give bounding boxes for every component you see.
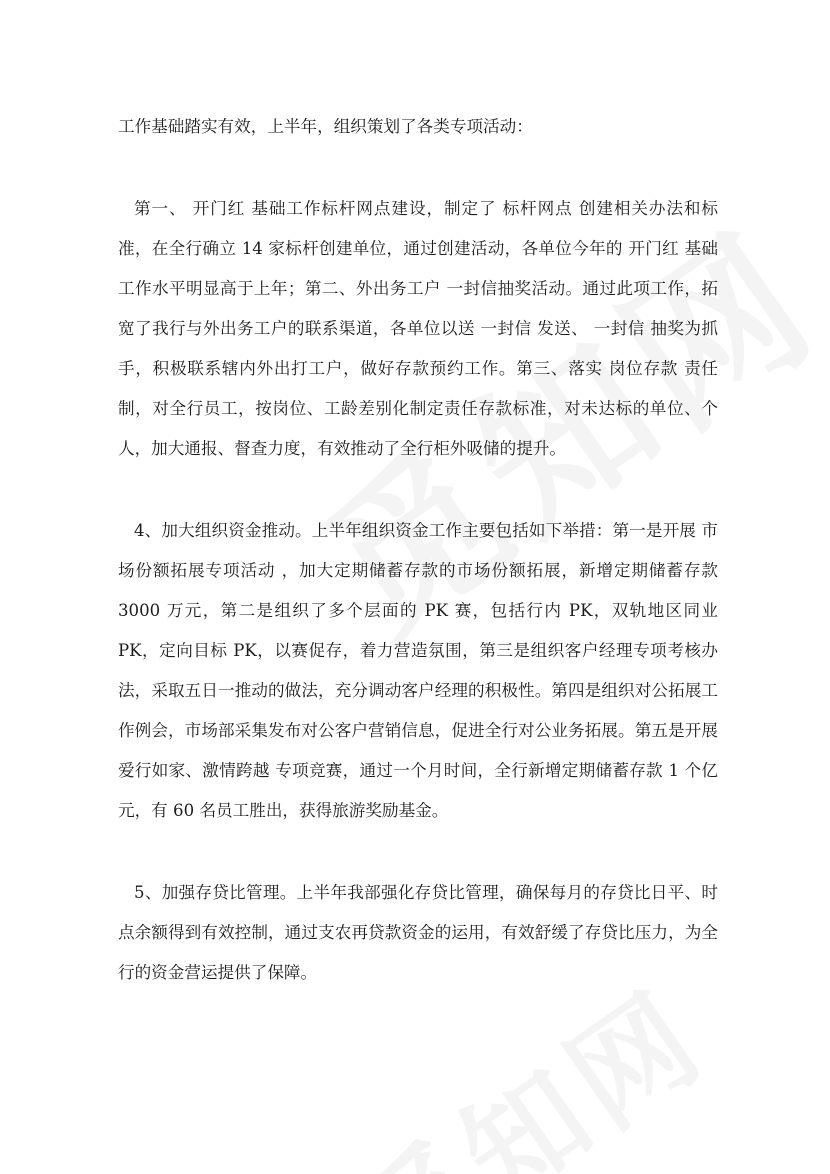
paragraph-funding-promotion: 4、加大组织资金推动。上半年组织资金工作主要包括如下举措：第一是开展 市场份额拓展专项活动 ，加大定期储蓄存款的市场份额拓展，新增定期储蓄存款 3000 万元，第二是组织了多个层面的 PK 赛，包括行内 PK，双轨地区同业 PK，定向目标 PK，以赛促存，着力营造氛围，第三是组织客户经理专项考核办法，采取五日一推动的做法，充分调动客户经理的积极性。第四是组织对公拓展工作例会，市场部采集发布对公客户营销信息，促进全行对公业务拓展。第五是开展 爱行如家、激情跨越 专项竞赛，通过一个月时间，全行新增定期储蓄存款 1 个亿元，有 60 名员工胜出，获得旅游奖励基金。 bbox=[118, 521, 718, 820]
paragraph-special-activities: 第一、 开门红 基础工作标杆网点建设，制定了 标杆网点 创建相关办法和标准，在全行确立 14 家标杆创建单位，通过创建活动，各单位今年的 开门红 基础工作水平明显高于上年；第二、外出务工户 一封信抽奖活动。通过此项工作，拓宽了我行与外出务工户的联系渠道，各单位以送 一封信 发送、 一封信 抽奖为抓手，积极联系辖内外出打工户，做好存款预约工作。第三、落实 岗位存款 责任制，对全行员工，按岗位、工龄差别化制定责任存款标准，对未达标的单位、个人，加大通报、督查力度，有效推动了全行柜外吸储的提升。 bbox=[118, 199, 718, 458]
document-body bbox=[118, 107, 718, 993]
paragraph-intro: 工作基础踏实有效，上半年，组织策划了各类专项活动： bbox=[118, 117, 533, 136]
paragraph-loan-deposit-ratio: 5、加强存贷比管理。上半年我部强化存贷比管理，确保每月的存贷比日平、时点余额得到有效控制，通过支农再贷款资金的运用，有效舒缓了存贷比压力，为全行的资金营运提供了保障。 bbox=[118, 883, 718, 982]
